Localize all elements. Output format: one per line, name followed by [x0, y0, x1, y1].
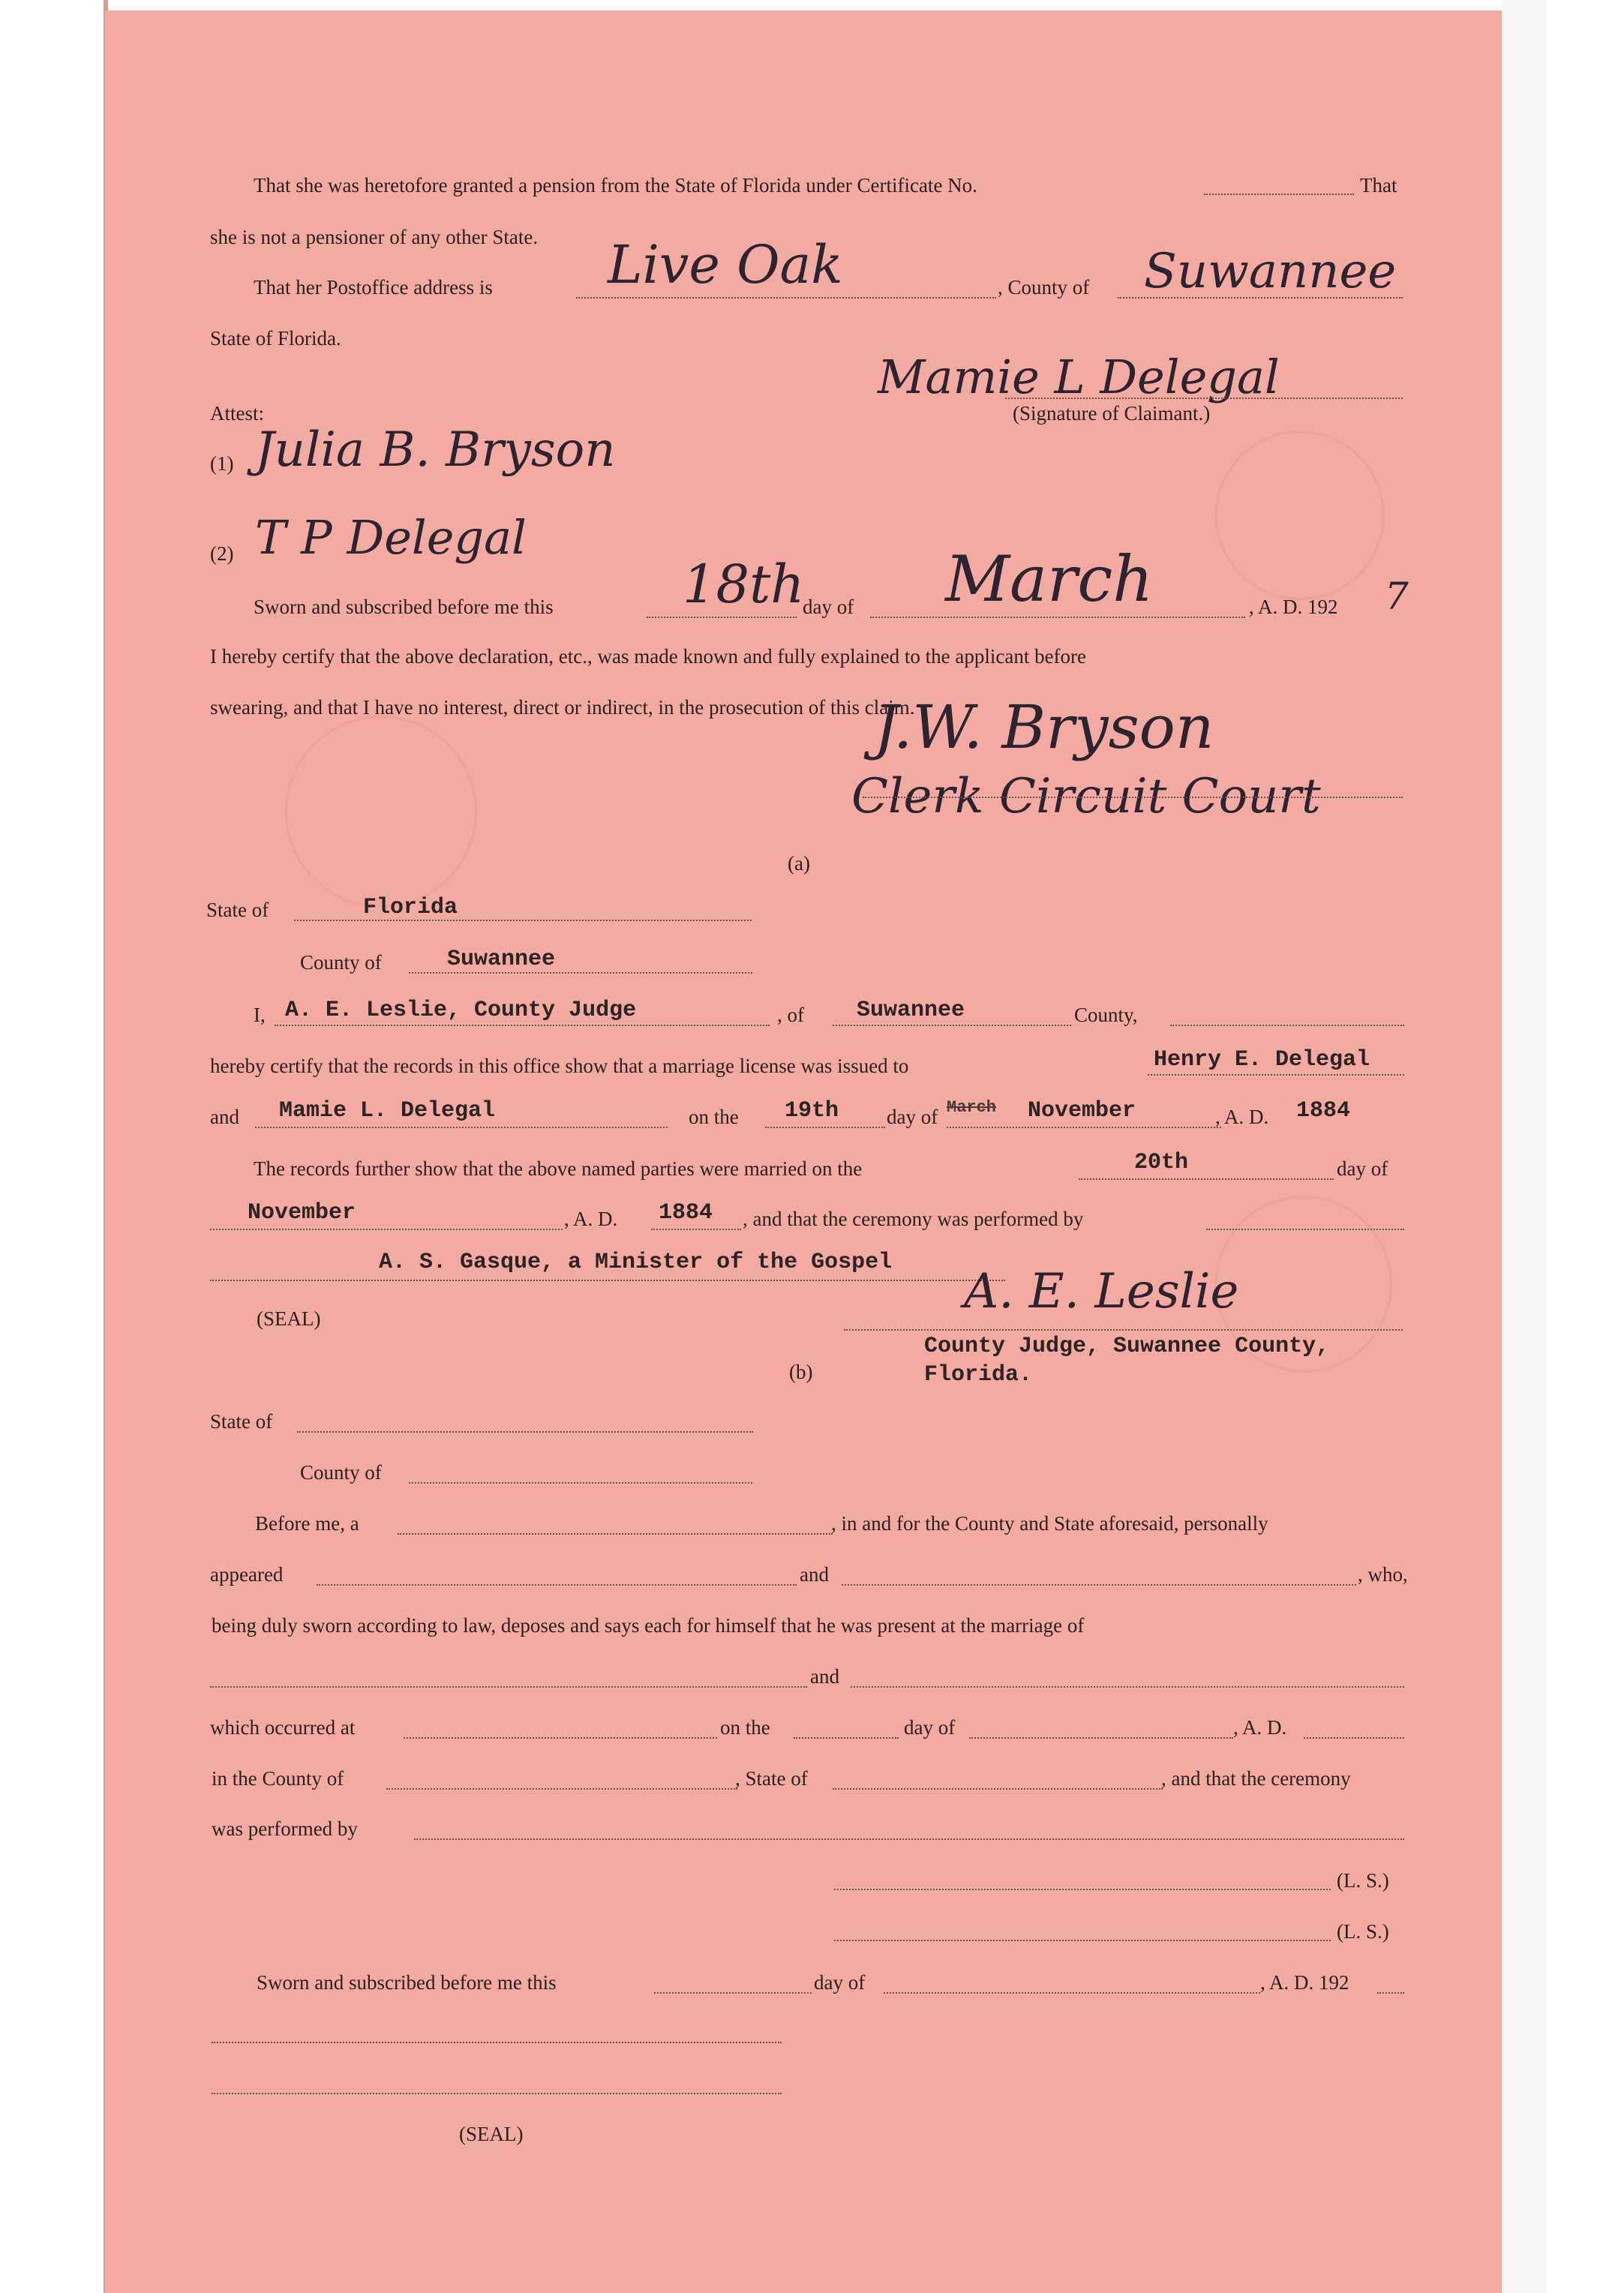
officer-title-line — [212, 2093, 782, 2094]
state-value: Florida — [363, 895, 458, 920]
pension-statement-line2: she is not a pensioner of any other State. — [210, 226, 539, 248]
and-label: and — [210, 1106, 239, 1128]
married-year-blank — [651, 1229, 741, 1230]
claimant-signature: Mamie L Delegal — [878, 350, 1280, 404]
state-of-label: State of — [206, 899, 269, 921]
pension-form-sheet — [105, 11, 1502, 2293]
sworn-year-digit: 7 — [1385, 575, 1409, 618]
in-county-label: in the County of — [212, 1767, 344, 1790]
county-of-label-b: County of — [300, 1461, 382, 1484]
month-blank-b — [969, 1737, 1233, 1739]
ls1-signature-line — [834, 1889, 1331, 1890]
county-suffix: County, — [1074, 1004, 1138, 1026]
witness2-blank — [842, 1584, 1356, 1586]
officiant-typed: A. S. Gasque, a Minister of the Gospel — [379, 1250, 893, 1275]
sworn-before-label: Sworn and subscribed before me this — [254, 596, 554, 618]
on-the-label: on the — [689, 1106, 739, 1128]
judge-name-blank — [275, 1025, 770, 1026]
witness1-signature: Julia B. Bryson — [255, 422, 616, 478]
sworn-ad-label-b: , A. D. 192 — [1260, 1971, 1349, 1994]
being-sworn-text: being duly sworn according to law, deposes and says each for himself that he was present at the marriage of — [212, 1614, 1085, 1637]
seal-b: (SEAL) — [459, 2123, 524, 2145]
license-day-blank — [765, 1127, 885, 1128]
postoffice-blank — [576, 297, 996, 299]
officiant-blank-b — [414, 1838, 1404, 1840]
county-value: Suwannee — [447, 947, 556, 972]
bleed-seal — [285, 716, 477, 908]
married-day: 20th — [1134, 1150, 1189, 1175]
clerk-signature-line — [863, 797, 1403, 798]
and-label-b2: and — [810, 1665, 839, 1688]
judge-name-typed: A. E. Leslie, County Judge — [285, 998, 637, 1023]
sworn-ad-label: , A. D. 192 — [1249, 596, 1338, 618]
license-month-blank — [947, 1127, 1221, 1128]
ad-label: , A. D. — [1215, 1106, 1269, 1128]
officiant-blank-2 — [210, 1280, 1005, 1281]
ls2-signature-line — [834, 1940, 1331, 1941]
on-the-label-b: on the — [720, 1716, 770, 1739]
sworn-month-blank-b — [884, 1992, 1260, 1994]
sworn-year-blank-b — [1377, 1992, 1404, 1994]
ls1-label: (L. S.) — [1337, 1869, 1389, 1892]
sworn-dayof-label-b: day of — [814, 1971, 866, 1994]
sworn-month-handwritten: March — [945, 542, 1154, 616]
ad-label-b: , A. D. — [1233, 1716, 1287, 1739]
sworn-day-blank-b — [654, 1992, 812, 1994]
married-month-blank — [210, 1229, 563, 1230]
county-handwritten: Suwannee — [1144, 244, 1397, 299]
claimant-signature-caption: (Signature of Claimant.) — [1013, 402, 1211, 425]
party1-blank — [210, 1686, 807, 1688]
judge-title-line1: County Judge, Suwannee County, — [924, 1334, 1330, 1359]
postoffice-label: That her Postoffice address is — [254, 276, 493, 299]
officer-signature-line — [212, 2042, 782, 2043]
who-label: , who, — [1358, 1563, 1408, 1586]
i-label: I, — [254, 1004, 266, 1026]
scan-margin — [1502, 0, 1547, 2293]
section-label-b: (b) — [789, 1361, 813, 1383]
scan-margin-outer — [1547, 0, 1624, 2293]
sworn-day-handwritten: 18th — [683, 554, 805, 615]
place-blank — [404, 1737, 717, 1739]
seal-a: (SEAL) — [257, 1307, 321, 1330]
records-further-text: The records further show that the above named parties were married on the — [254, 1157, 863, 1180]
pension-statement-that: That — [1360, 174, 1397, 197]
judge-signature-line — [844, 1329, 1403, 1331]
clerk-signature: J.W. Bryson — [874, 692, 1214, 762]
bride-blank — [255, 1127, 668, 1128]
certification-line1: I hereby certify that the above declaration, etc., was made known and fully explained to the applicant before — [210, 645, 1087, 668]
trailing-blank — [1170, 1025, 1404, 1026]
of-county-blank — [833, 1025, 1071, 1026]
license-month: November — [1028, 1098, 1136, 1124]
ls2-label: (L. S.) — [1337, 1920, 1389, 1943]
state-of-florida: State of Florida. — [210, 327, 341, 350]
county-blank-b2 — [386, 1788, 737, 1790]
certification-line2: swearing, and that I have no interest, direct or indirect, in the prosecution of this claim. — [210, 696, 915, 719]
witness2-number: (2) — [210, 542, 234, 565]
and-label-b: and — [800, 1563, 829, 1586]
pension-statement-line1: That she was heretofore granted a pension from the State of Florida under Certificate No. — [254, 174, 977, 197]
judge-title-line2: Florida. — [924, 1362, 1033, 1388]
year-blank-b — [1304, 1737, 1404, 1739]
witness1-blank — [317, 1584, 797, 1586]
bleed-seal — [1215, 431, 1385, 600]
sworn-day-blank — [647, 617, 797, 618]
state-of-label-b2: , State of — [735, 1767, 808, 1790]
of-county-typed: Suwannee — [857, 998, 965, 1023]
county-blank-b — [409, 1482, 752, 1484]
officiant-blank-1 — [1206, 1229, 1404, 1230]
county-of-label: County of — [300, 951, 382, 974]
certificate-number-blank — [1204, 194, 1354, 195]
section-label-a: (a) — [788, 852, 810, 875]
ad-label2: , A. D. — [564, 1208, 618, 1230]
clerk-title-handwritten: Clerk Circuit Court — [851, 769, 1321, 824]
county-label: , County of — [998, 276, 1090, 299]
witness1-number: (1) — [210, 452, 234, 475]
county-value-blank — [409, 972, 752, 974]
occurred-at-label: which occurred at — [210, 1716, 356, 1739]
claimant-signature-line — [1005, 398, 1403, 399]
hereby-certify-text: hereby certify that the records in this office show that a marriage license was issued to — [210, 1055, 909, 1077]
party2-blank — [851, 1686, 1404, 1688]
attest-label: Attest: — [210, 402, 264, 425]
married-month: November — [248, 1200, 356, 1226]
married-year: 1884 — [659, 1200, 713, 1226]
state-blank-b — [297, 1431, 753, 1433]
state-blank-b2 — [833, 1788, 1163, 1790]
day-of-label: day of — [887, 1106, 938, 1128]
sworn-month-blank — [870, 617, 1245, 618]
before-me-text: , in and for the County and State aforesaid, personally — [831, 1512, 1268, 1535]
sworn-dayof-label: day of — [803, 596, 854, 618]
witness2-signature: T P Delegal — [255, 510, 527, 565]
license-day: 19th — [785, 1098, 839, 1124]
struck-month: March — [947, 1098, 997, 1117]
state-of-label-b: State of — [210, 1410, 273, 1433]
postoffice-handwritten: Live Oak — [608, 234, 843, 296]
married-day-blank — [1079, 1178, 1334, 1180]
day-of-label-b: day of — [904, 1716, 956, 1739]
performed-by-label: was performed by — [212, 1817, 358, 1840]
license-year: 1884 — [1296, 1098, 1351, 1124]
day-of-label2: day of — [1337, 1157, 1388, 1180]
of-label: , of — [777, 1004, 804, 1026]
bride-name: Mamie L. Delegal — [279, 1098, 496, 1124]
groom-name: Henry E. Delegal — [1154, 1047, 1370, 1073]
before-me-label: Before me, a — [255, 1512, 359, 1535]
sworn-label-b: Sworn and subscribed before me this — [257, 1971, 557, 1994]
officer-blank — [398, 1533, 833, 1535]
groom-blank — [1148, 1074, 1404, 1076]
appeared-label: appeared — [210, 1563, 284, 1586]
and-ceremony-text: , and that the ceremony — [1161, 1767, 1351, 1790]
ceremony-text: , and that the ceremony was performed by — [743, 1208, 1084, 1230]
day-blank-b — [794, 1737, 899, 1739]
judge-signature: A. E. Leslie — [964, 1264, 1239, 1319]
